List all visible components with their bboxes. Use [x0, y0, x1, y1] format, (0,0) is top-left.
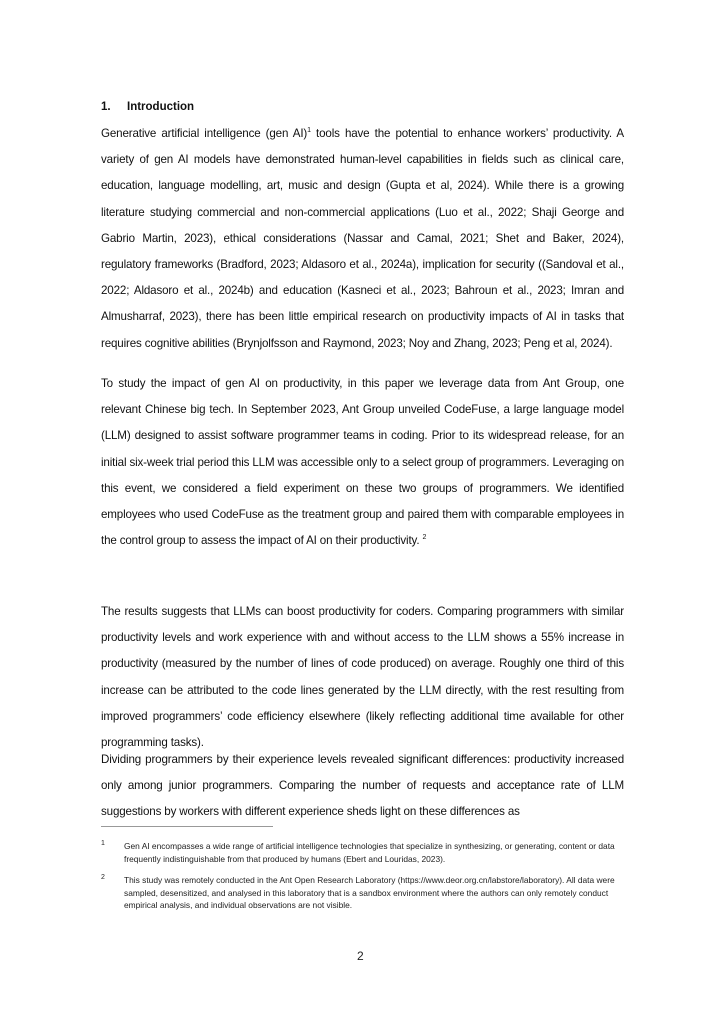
footnote-text: Gen AI encompasses a wide range of artificial intelligence technologies that specialize in synthesizing, or generating, content or data frequently indistinguishable from that produced by humans (Ebert and Louridas, 2023). — [124, 841, 615, 864]
paragraph-experience — [101, 747, 624, 826]
paragraph-text: Dividing programmers by their experience levels revealed significant differences: productivity increased only among junior programmers. Comparing the number of requests and acceptance rate of LLM suggestions by workers with different experience sheds light on these differences as — [101, 753, 624, 819]
section-heading — [101, 101, 194, 113]
footnote-mark: 1 — [101, 840, 105, 847]
paragraph-study-design — [101, 371, 624, 554]
footnote-ref-2[interactable]: 2 — [422, 534, 427, 542]
section-number: 1. — [101, 101, 111, 113]
paragraph-intro — [101, 121, 624, 357]
paragraph-text: Generative artificial intelligence (gen AI) — [101, 127, 308, 140]
footnote-divider — [101, 826, 273, 827]
footnote-text: This study was remotely conducted in the Ant Open Research Laboratory (https://www.deor.org.cn/labstore/laboratory). All data were sampled, desensitized, and analysed in this laboratory that is a sandbox environment where the authors can only remotely conduct empirical analysis, and individual observations are not visible. — [124, 875, 615, 910]
section-title: Introduction — [127, 101, 195, 113]
paragraph-text: The results suggests that LLMs can boost productivity for coders. Comparing programmers with similar productivity levels and work experience with and without access to the LLM shows a 55% increase in productivity (measured by the number of lines of code produced) on average. Roughly one third of this increase can be attributed to the code lines generated by the LLM directly, with the rest resulting from improved programmers’ code efficiency elsewhere (likely reflecting additional time available for other programming tasks). — [101, 605, 624, 750]
paragraph-text: To study the impact of gen AI on productivity, in this paper we leverage data from Ant Group, one relevant Chinese big tech. In September 2023, Ant Group unveiled CodeFuse, a large language model (LLM) designed to assist software programmer teams in coding. Prior to its widespread release, for an initial six-week trial period this LLM was accessible only to a select group of programmers. Leveraging on this event, we considered a field experiment on these two groups of programmers. We identified employees who used CodeFuse as the treatment group and paired them with comparable employees in the control group to assess the impact of AI on their productivity. — [101, 377, 624, 548]
footnote-2 — [101, 874, 624, 912]
paragraph-results — [101, 599, 624, 756]
footnote-1 — [101, 840, 624, 865]
footnote-mark: 2 — [101, 874, 105, 881]
paragraph-text: tools have the potential to enhance workers’ productivity. A variety of gen AI models have demonstrated human-level capabilities in fields such as clinical care, education, language modelling, art, music and design (Gupta et al, 2024). While there is a growing literature studying commercial and non-commercial applications (Luo et al., 2022; Shaji George and Gabrio Martin, 2023), ethical considerations (Nassar and Camal, 2021; Shet and Baker, 2024), regulatory frameworks (Bradford, 2023; Aldasoro et al., 2024a), implication for security ((Sandoval et al., 2022; Aldasoro et al., 2024b) and education (Kasneci et al., 2023; Bahroun et al., 2023; Imran and Almusharraf, 2023), there has been little empirical research on productivity impacts of AI in tasks that requires cognitive abilities (Brynjolfsson and Raymond, 2023; Noy and Zhang, 2023; Peng et al, 2024). — [101, 127, 624, 350]
page-number: 2 — [357, 949, 364, 963]
footnote-ref-1[interactable]: 1 — [307, 127, 311, 135]
